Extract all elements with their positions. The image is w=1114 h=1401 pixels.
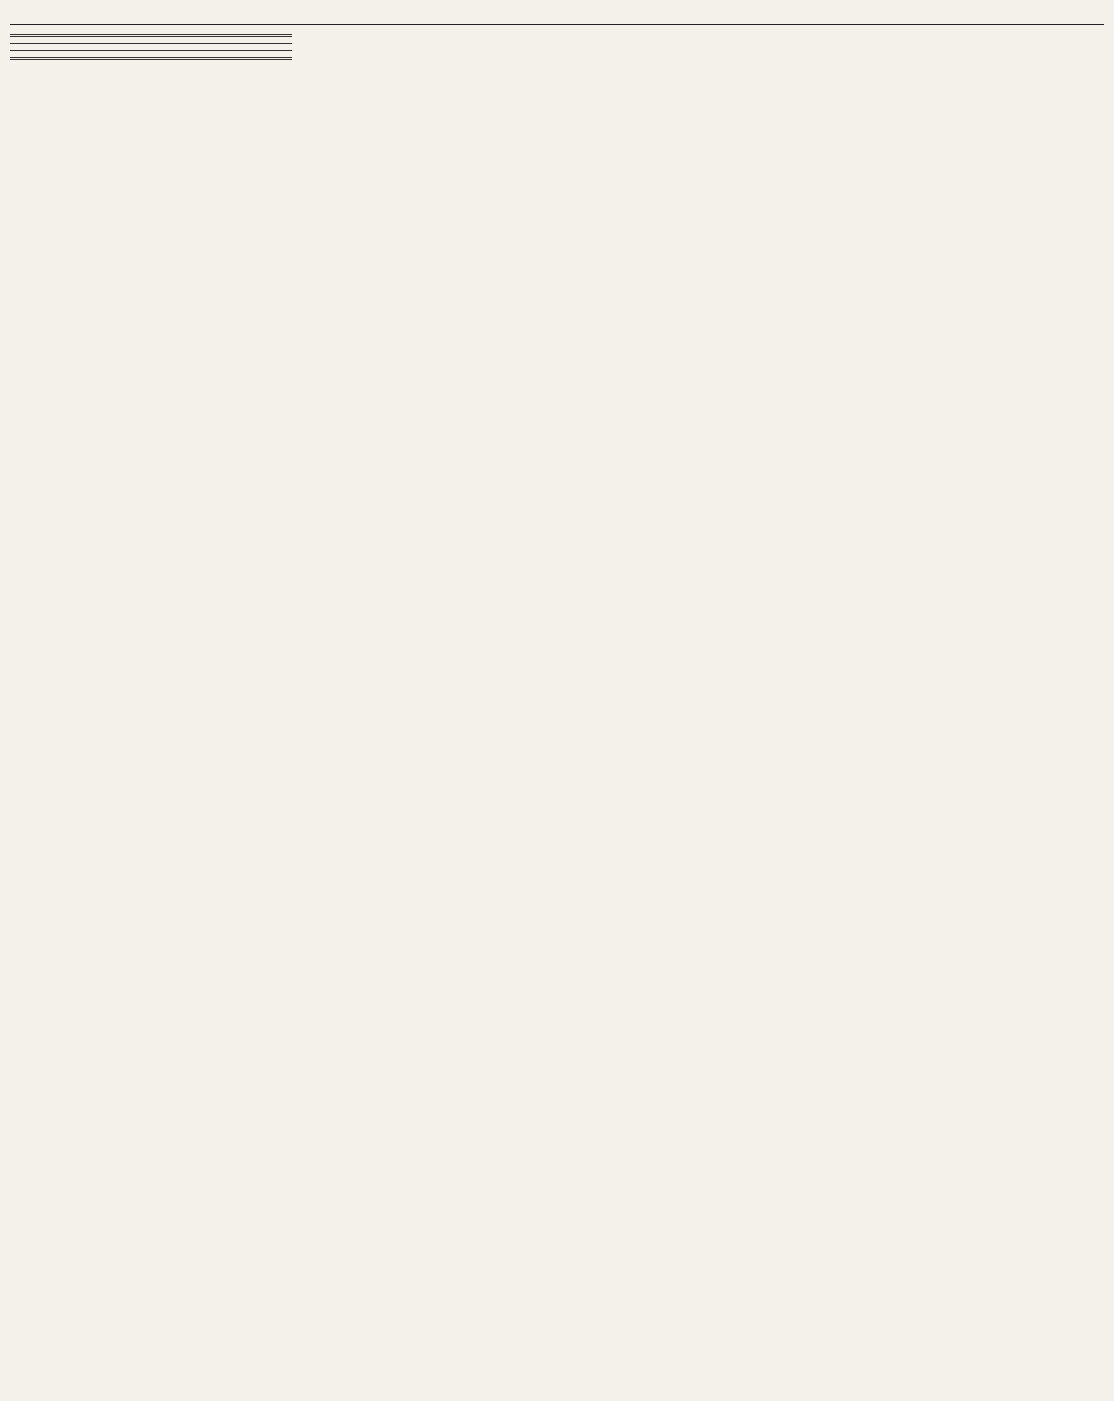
masthead-bar xyxy=(10,6,1104,25)
column-1 xyxy=(10,28,292,1395)
